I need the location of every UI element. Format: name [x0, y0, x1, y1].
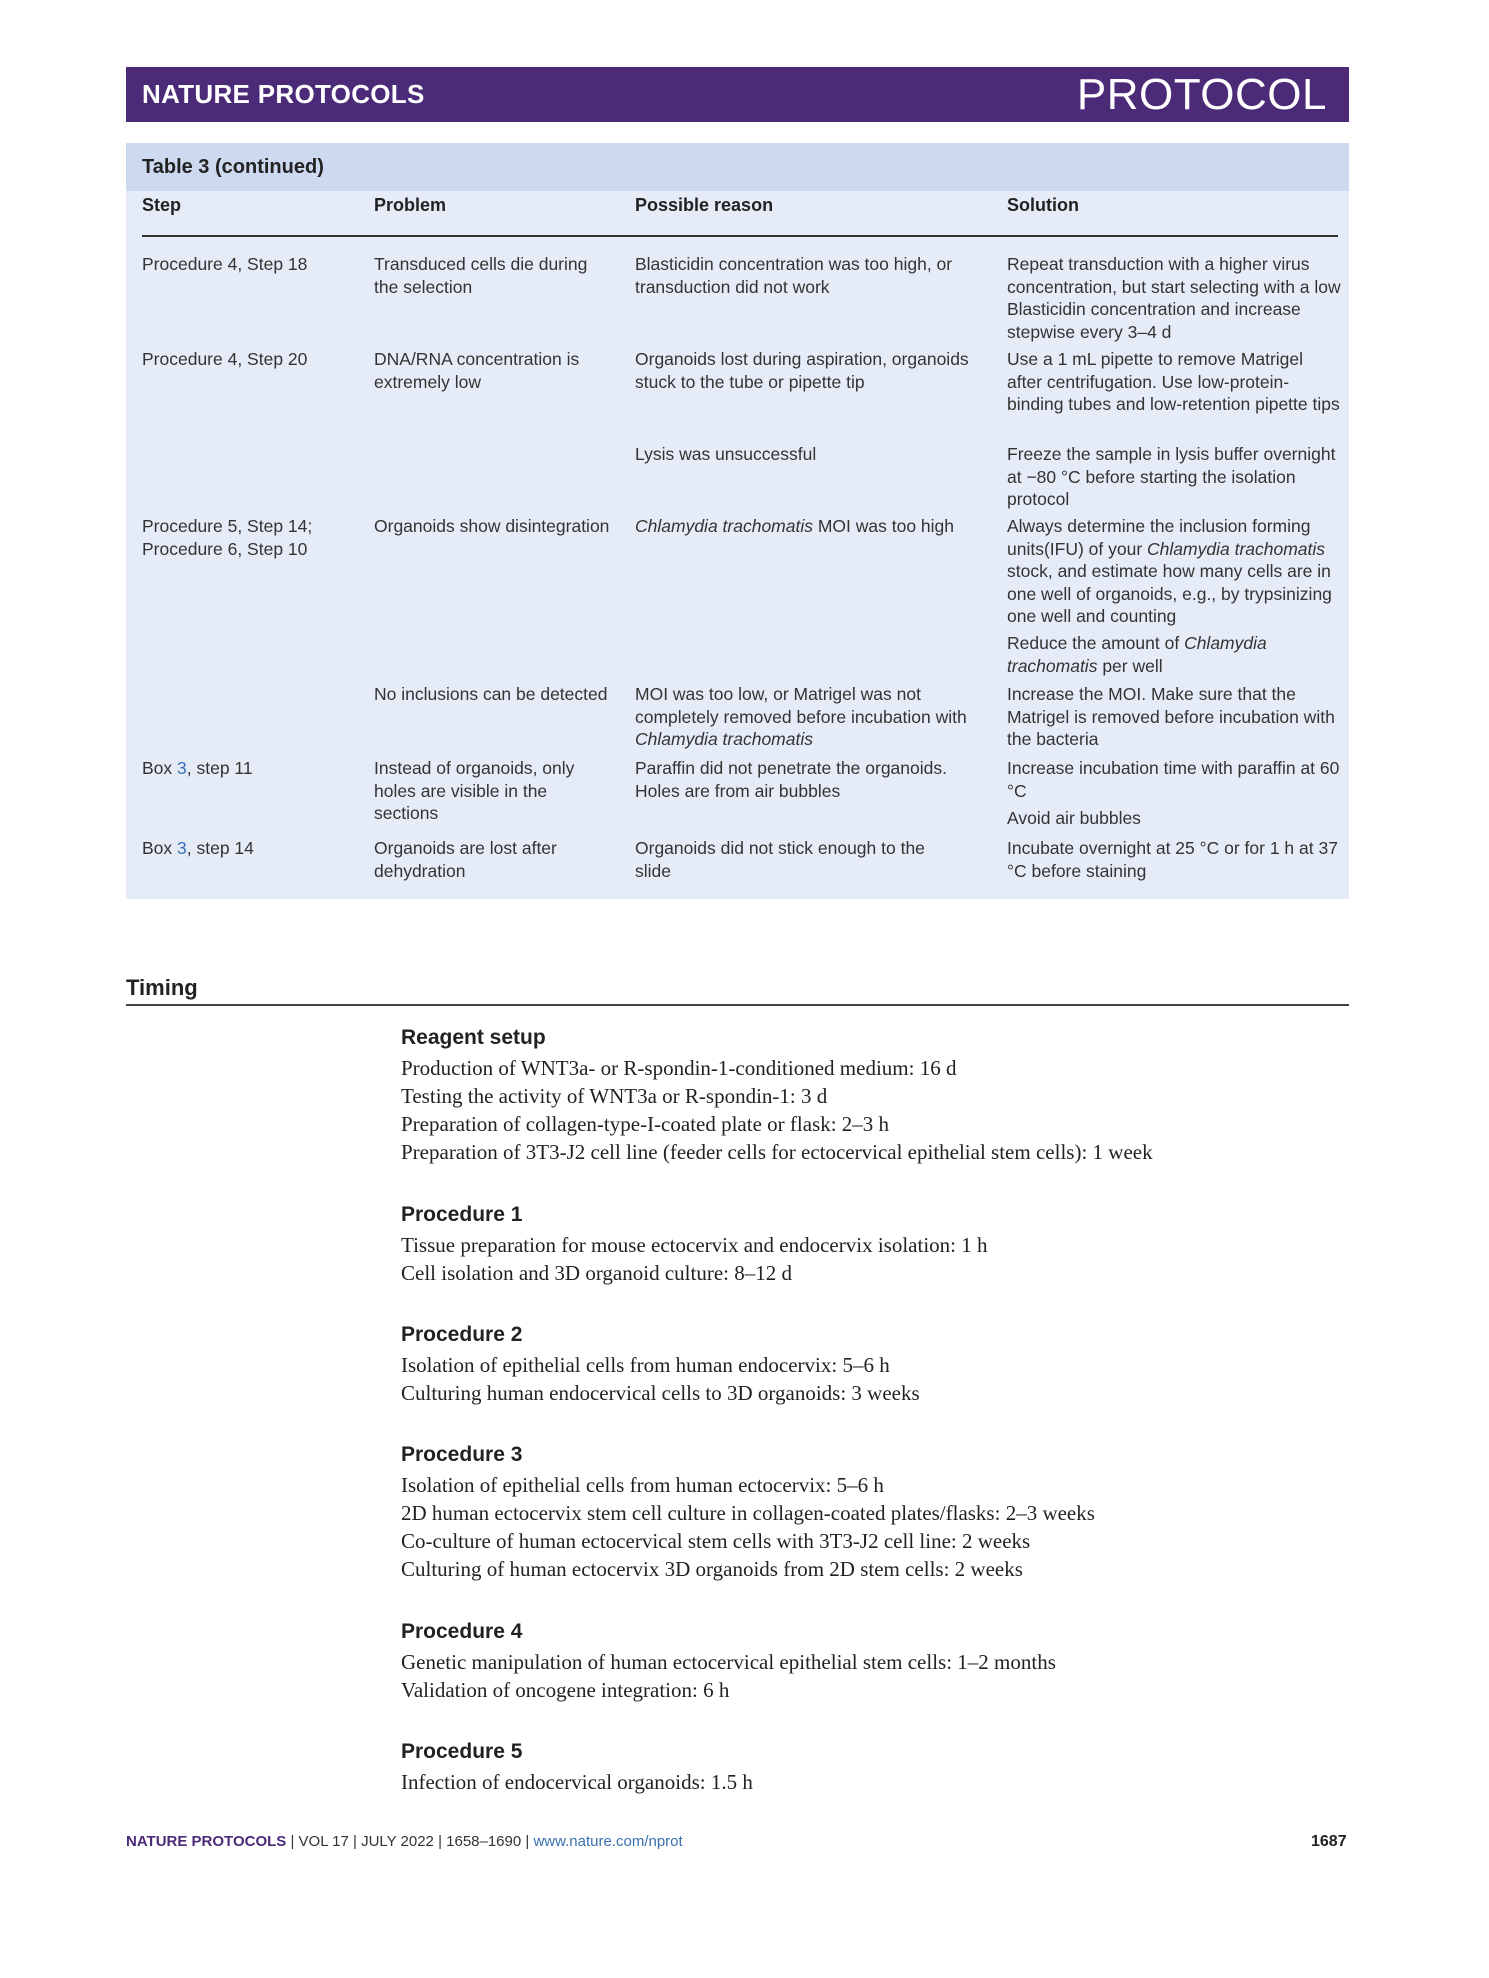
table-cell-reason: Blasticidin concentration was too high, or transduction did not work	[635, 254, 953, 297]
step-text: Box	[142, 758, 178, 778]
column-header-reason: Possible reason	[635, 195, 774, 215]
timing-line: Testing the activity of WNT3a or R-spondin-1: 3 d	[401, 1084, 828, 1108]
header-divider	[142, 235, 1338, 237]
footer-journal: NATURE PROTOCOLS	[126, 1833, 287, 1850]
column-header-step: Step	[142, 195, 182, 215]
timing-line: Isolation of epithelial cells from human endocervix: 5–6 h	[401, 1353, 890, 1377]
reason-text: MOI was too low, or Matrigel was not completely removed before incubation with	[635, 684, 967, 727]
species-name: Chlamydia trachomatis	[635, 516, 813, 536]
timing-line: Preparation of collagen-type-I-coated plate or flask: 2–3 h	[401, 1112, 890, 1136]
box-reference-link[interactable]: 3	[177, 758, 187, 778]
timing-line: Production of WNT3a- or R-spondin-1-conditioned medium: 16 d	[401, 1056, 957, 1080]
table-cell-reason: Lysis was unsuccessful	[635, 444, 817, 464]
table-cell-solution	[1007, 632, 1342, 677]
solution-text: stock, and estimate how many cells are in one well of organoids, e.g., by trypsinizing one well and counting	[1007, 561, 1332, 626]
table-cell-solution	[1007, 515, 1342, 628]
timing-line: Genetic manipulation of human ectocervical epithelial stem cells: 1–2 months	[401, 1650, 1056, 1674]
table-cell-reason: Organoids did not stick enough to the slide	[635, 838, 925, 881]
table-cell-problem: Transduced cells die during the selection	[374, 254, 588, 297]
timing-line: Cell isolation and 3D organoid culture: 8–12 d	[401, 1261, 792, 1285]
table-caption: Table 3 (continued)	[126, 143, 1349, 191]
timing-divider	[126, 1004, 1349, 1006]
table-cell-problem: No inclusions can be detected	[374, 684, 608, 704]
article-type: PROTOCOL	[1076, 69, 1327, 119]
column-header-solution: Solution	[1007, 195, 1079, 215]
box-reference-link[interactable]: 3	[177, 838, 187, 858]
table-cell-solution: Increase the MOI. Make sure that the Matrigel is removed before incubation with the bacteria	[1007, 684, 1335, 749]
solution-text: Reduce the amount of	[1007, 633, 1185, 653]
table-cell-step	[142, 837, 357, 860]
journal-header-bar	[126, 67, 1349, 122]
table-cell-step	[142, 515, 357, 560]
solution-text: per well	[1097, 655, 1163, 676]
timing-section-title: Reagent setup	[401, 1026, 546, 1049]
table-cell-step: Procedure 4, Step 18	[142, 254, 308, 274]
timing-section-title: Procedure 1	[401, 1203, 523, 1226]
timing-section-title: Procedure 2	[401, 1323, 523, 1346]
table-cell-step: Procedure 4, Step 20	[142, 349, 308, 369]
table-cell-problem: DNA/RNA concentration is extremely low	[374, 349, 580, 392]
timing-section-title: Procedure 4	[401, 1620, 523, 1643]
solution-text: Always determine the inclusion forming units(IFU) of your	[1007, 516, 1311, 559]
timing-line: 2D human ectocervix stem cell culture in collagen-coated plates/flasks: 2–3 weeks	[401, 1501, 1095, 1525]
footer-citation: | VOL 17 | JULY 2022 | 1658–1690 |	[286, 1833, 534, 1850]
journal-name: NATURE PROTOCOLS	[142, 79, 425, 109]
species-name: Chlamydia trachomatis	[635, 729, 813, 749]
table-cell-reason	[635, 683, 980, 751]
table-cell-solution: Avoid air bubbles	[1007, 808, 1141, 828]
reason-text: MOI was too high	[812, 516, 955, 536]
step-line: Procedure 6, Step 10	[142, 538, 308, 559]
page-footer	[126, 1833, 683, 1850]
step-text: Box	[142, 838, 178, 858]
step-text: , step 11	[186, 758, 253, 778]
timing-line: Validation of oncogene integration: 6 h	[401, 1678, 730, 1702]
timing-line: Infection of endocervical organoids: 1.5 h	[401, 1770, 753, 1794]
timing-line: Culturing human endocervical cells to 3D organoids: 3 weeks	[401, 1381, 920, 1405]
timing-line: Co-culture of human ectocervical stem cells with 3T3-J2 cell line: 2 weeks	[401, 1529, 1031, 1553]
table-cell-reason	[635, 515, 990, 538]
timing-line: Tissue preparation for mouse ectocervix and endocervix isolation: 1 h	[401, 1233, 988, 1257]
table-cell-reason: Paraffin did not penetrate the organoids. Holes are from air bubbles	[635, 758, 947, 801]
table-cell-solution: Freeze the sample in lysis buffer overnight at −80 °C before starting the isolation protocol	[1007, 444, 1336, 509]
species-name: Chlamydia trachomatis	[1007, 633, 1267, 676]
timing-line: Preparation of 3T3-J2 cell line (feeder cells for ectocervical epithelial stem cells): 1 week	[401, 1140, 1153, 1164]
step-text: , step 14	[186, 838, 254, 858]
timing-section-title: Procedure 3	[401, 1443, 523, 1466]
table-cell-solution: Use a 1 mL pipette to remove Matrigel after centrifugation. Use low-protein-binding tubes and low-retention pipette tips	[1007, 349, 1340, 414]
page-number: 1687	[1311, 1833, 1347, 1850]
table-cell-solution: Increase incubation time with paraffin at 60 °C	[1007, 758, 1340, 801]
table-cell-step	[142, 757, 357, 780]
timing-heading: Timing	[126, 975, 198, 1000]
timing-section-title: Procedure 5	[401, 1740, 523, 1763]
column-header-problem: Problem	[374, 195, 447, 215]
table-cell-problem: Organoids show disintegration	[374, 516, 610, 536]
step-line: Procedure 5, Step 14;	[142, 516, 313, 536]
footer-url-link[interactable]: www.nature.com/nprot	[533, 1833, 683, 1850]
table-cell-problem: Instead of organoids, only holes are visible in the sections	[374, 758, 575, 823]
table-cell-solution: Repeat transduction with a higher virus concentration, but start selecting with a low Blasticidin concentration and increase stepwise every 3–4 d	[1007, 254, 1341, 342]
timing-line: Culturing of human ectocervix 3D organoids from 2D stem cells: 2 weeks	[401, 1557, 1023, 1581]
timing-line: Isolation of epithelial cells from human ectocervix: 5–6 h	[401, 1473, 884, 1497]
table-cell-problem: Organoids are lost after dehydration	[374, 838, 557, 881]
table-cell-solution: Incubate overnight at 25 °C or for 1 h at 37 °C before staining	[1007, 838, 1338, 881]
table-cell-reason: Organoids lost during aspiration, organoids stuck to the tube or pipette tip	[635, 349, 969, 392]
species-name: Chlamydia trachomatis	[1147, 538, 1326, 559]
